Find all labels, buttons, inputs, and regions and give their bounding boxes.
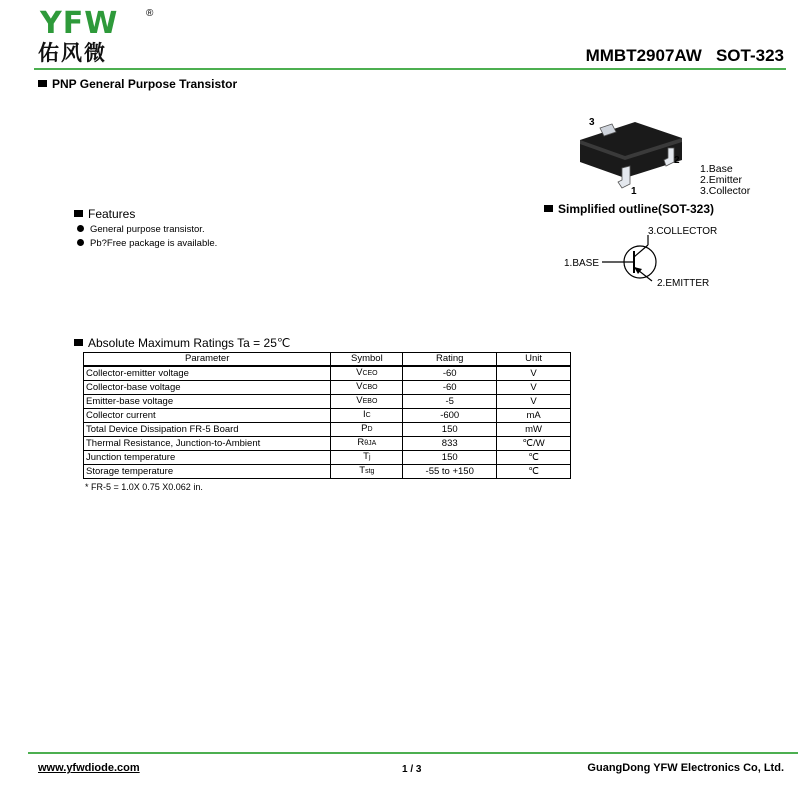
- pin-1-number: 1: [631, 186, 637, 197]
- cell-rating: -60: [403, 366, 497, 381]
- symbol-subscript: stg: [365, 468, 375, 476]
- outline-title: [544, 202, 714, 216]
- cell-symbol: [331, 465, 403, 479]
- cell-parameter: Storage temperature: [84, 465, 331, 479]
- feature-item: [77, 224, 205, 235]
- symbol-subscript: θJA: [364, 440, 377, 448]
- header-rating: Rating: [403, 353, 497, 367]
- cell-symbol: [331, 366, 403, 381]
- footer-divider: [28, 752, 798, 754]
- symbol-base: T: [359, 465, 366, 477]
- cell-unit: V: [497, 366, 571, 381]
- table-row: [84, 465, 571, 479]
- ratings-footnote: * FR-5 = 1.0X 0.75 X0.062 in.: [85, 482, 203, 492]
- collector-label: 3.COLLECTOR: [648, 226, 718, 237]
- table-row: [84, 437, 571, 451]
- symbol-base: T: [363, 451, 369, 463]
- cell-unit: V: [497, 395, 571, 409]
- ratings-table: [83, 352, 571, 479]
- square-bullet-icon: [74, 339, 83, 346]
- page-number: 1 / 3: [402, 764, 422, 775]
- header-divider: [34, 68, 786, 70]
- pin-legend-emitter: 2.Emitter: [700, 174, 743, 186]
- square-bullet-icon: [38, 80, 47, 87]
- cell-parameter: Collector-emitter voltage: [84, 366, 331, 381]
- logo-chinese: 佑风微: [38, 41, 107, 65]
- pin-legend: [700, 164, 750, 197]
- feature-item-text: Pb?Free package is available.: [90, 238, 218, 249]
- table-row: [84, 423, 571, 437]
- table-row: [84, 451, 571, 465]
- cell-symbol: [331, 409, 403, 423]
- symbol-base: P: [361, 423, 368, 435]
- header-parameter: Parameter: [84, 353, 331, 367]
- square-bullet-icon: [544, 205, 553, 212]
- symbol-subscript: CEO: [362, 370, 378, 378]
- features-title-text: Features: [88, 207, 136, 221]
- symbol-subscript: EBO: [362, 398, 378, 406]
- ratings-title: [74, 336, 290, 350]
- base-label: 1.BASE: [564, 258, 600, 269]
- feature-item-text: General purpose transistor.: [90, 224, 205, 235]
- cell-symbol: [331, 423, 403, 437]
- cell-rating: 833: [403, 437, 497, 451]
- cell-symbol: [331, 381, 403, 395]
- symbol-base: R: [357, 437, 365, 449]
- symbol-subscript: CBO: [362, 384, 378, 392]
- outline-title-text: Simplified outline(SOT-323): [558, 202, 715, 216]
- ratings-title-text: Absolute Maximum Ratings Ta = 25℃: [88, 336, 291, 350]
- table-row: [84, 409, 571, 423]
- cell-rating: -55 to +150: [403, 465, 497, 479]
- logo-letters: YFW: [40, 6, 119, 41]
- cell-unit: ℃: [497, 465, 571, 479]
- cell-parameter: Thermal Resistance, Junction-to-Ambient: [84, 437, 331, 451]
- pin-legend-base: 1.Base: [700, 163, 733, 175]
- cell-parameter: Collector current: [84, 409, 331, 423]
- table-row: [84, 366, 571, 381]
- website-link[interactable]: www.yfwdiode.com: [38, 762, 140, 774]
- cell-rating: 150: [403, 423, 497, 437]
- cell-rating: -600: [403, 409, 497, 423]
- symbol-subscript: j: [368, 454, 371, 462]
- cell-rating: 150: [403, 451, 497, 465]
- header-symbol: Symbol: [331, 353, 403, 367]
- cell-rating: -5: [403, 395, 497, 409]
- symbol-subscript: D: [367, 426, 373, 434]
- symbol-base: V: [356, 381, 363, 393]
- table-row: [84, 381, 571, 395]
- cell-symbol: [331, 395, 403, 409]
- header-unit: Unit: [497, 353, 571, 367]
- symbol-subscript: C: [365, 412, 371, 420]
- package-body: [580, 122, 682, 178]
- table-row: [84, 395, 571, 409]
- feature-item: [77, 238, 217, 249]
- cell-unit: ℃: [497, 451, 571, 465]
- features-title: [74, 207, 135, 221]
- registered-mark: ®: [146, 8, 154, 19]
- cell-unit: V: [497, 381, 571, 395]
- pin-3-number: 3: [589, 117, 595, 128]
- cell-parameter: Collector-base voltage: [84, 381, 331, 395]
- symbol-base: V: [356, 367, 363, 379]
- cell-unit: ℃/W: [497, 437, 571, 451]
- headline-text: PNP General Purpose Transistor: [52, 77, 238, 91]
- pin-2-number: 2: [674, 155, 680, 166]
- headline: [38, 77, 237, 91]
- table-header-row: [84, 353, 571, 367]
- round-bullet-icon: [77, 239, 84, 246]
- cell-parameter: Junction temperature: [84, 451, 331, 465]
- cell-symbol: [331, 451, 403, 465]
- company-name: GuangDong YFW Electronics Co, Ltd.: [587, 762, 784, 774]
- emitter-label: 2.EMITTER: [657, 278, 710, 289]
- pin-legend-collector: 3.Collector: [700, 185, 751, 197]
- cell-symbol: [331, 437, 403, 451]
- symbol-base: V: [356, 395, 363, 407]
- part-title: MMBT2907AW SOT-323: [585, 46, 784, 65]
- cell-rating: -60: [403, 381, 497, 395]
- symbol-base: I: [363, 409, 366, 421]
- square-bullet-icon: [74, 210, 83, 217]
- cell-parameter: Total Device Dissipation FR-5 Board: [84, 423, 331, 437]
- cell-unit: mA: [497, 409, 571, 423]
- cell-unit: mW: [497, 423, 571, 437]
- cell-parameter: Emitter-base voltage: [84, 395, 331, 409]
- round-bullet-icon: [77, 225, 84, 232]
